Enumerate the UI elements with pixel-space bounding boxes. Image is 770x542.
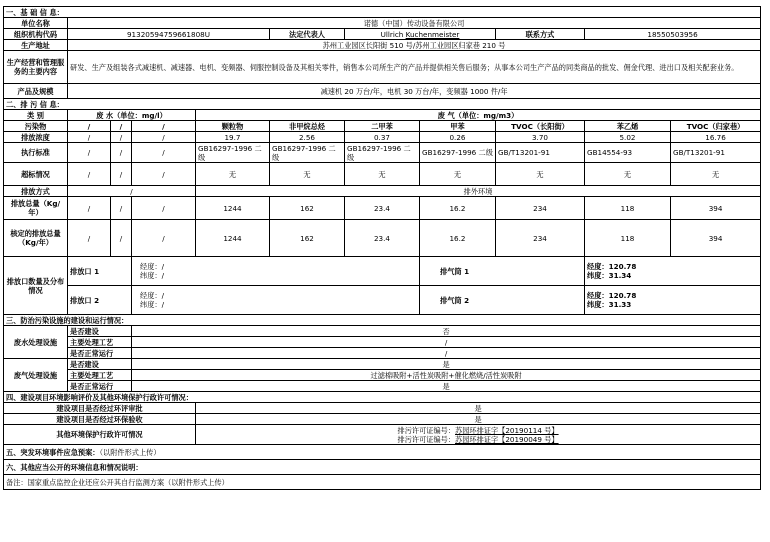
disclosure-sheet xyxy=(3,6,760,490)
table-cell: 162 xyxy=(270,197,345,220)
permit-prefix: 排污许可证编号： xyxy=(397,434,456,444)
gas-facility-label: 废气处理设施 xyxy=(4,359,68,392)
table-cell: 无 xyxy=(420,163,496,186)
disclosure-table xyxy=(3,6,761,490)
capacity-label: 产品及规模 xyxy=(4,84,68,99)
table-cell: / xyxy=(132,163,196,186)
stack2-lat: 31.33 xyxy=(608,300,632,309)
outlet1-lat: / xyxy=(161,271,164,280)
gas-col: TVOC（归家巷） xyxy=(671,121,761,132)
lng-label: 经度： xyxy=(140,291,162,300)
outlet2-coords xyxy=(132,286,420,315)
total-label: 排放总量（Kg/年） xyxy=(4,197,68,220)
lng-label: 经度： xyxy=(587,291,609,300)
table-cell: / xyxy=(132,197,196,220)
stack1-lat: 31.34 xyxy=(608,271,632,280)
table-cell: / xyxy=(111,197,132,220)
table-cell: 无 xyxy=(270,163,345,186)
stack2-lng: 120.78 xyxy=(608,291,637,300)
table-cell: / xyxy=(132,143,196,163)
discharge-mode-water: / xyxy=(68,186,196,197)
table-cell: GB14554-93 xyxy=(585,143,671,163)
address-label: 生产地址 xyxy=(4,40,68,51)
table-cell: 0.26 xyxy=(420,132,496,143)
section4-title: 四、建设项目环境影响评价及其他环境保护行政许可情况： xyxy=(4,392,761,403)
lat-label: 纬度： xyxy=(587,271,609,280)
table-cell: 16.76 xyxy=(671,132,761,143)
running-label: 是否正常运行 xyxy=(68,381,132,392)
table-cell: 无 xyxy=(671,163,761,186)
lat-label: 纬度： xyxy=(140,271,162,280)
table-cell: 无 xyxy=(196,163,270,186)
permit-prefix: 排污许可证编号： xyxy=(397,425,456,435)
permit-value xyxy=(196,425,761,445)
lat-label: 纬度： xyxy=(140,300,162,309)
stack2-coords xyxy=(585,286,761,315)
table-cell: GB16297-1996 二级 xyxy=(270,143,345,163)
running-label: 是否正常运行 xyxy=(68,348,132,359)
water-process-value: / xyxy=(132,337,761,348)
table-cell: / xyxy=(132,220,196,257)
water-facility-label: 废水处理设施 xyxy=(4,326,68,359)
outlet1-coords xyxy=(132,257,420,286)
process-label: 主要处理工艺 xyxy=(68,370,132,381)
table-cell: GB16297-1996 二级 xyxy=(345,143,420,163)
water-col: / xyxy=(132,121,196,132)
table-cell: 无 xyxy=(345,163,420,186)
category-label: 类 别 xyxy=(4,110,68,121)
gas-col: 非甲烷总烃 xyxy=(270,121,345,132)
gas-col: 二甲苯 xyxy=(345,121,420,132)
water-col: / xyxy=(111,121,132,132)
eia-acceptance-value: 是 xyxy=(196,414,761,425)
outlets-label: 排放口数量及分布情况 xyxy=(4,257,68,315)
table-cell: 234 xyxy=(496,220,585,257)
org-code-label: 组织机构代码 xyxy=(4,29,68,40)
gas-built-value: 是 xyxy=(132,359,761,370)
permit-number-1: 苏园环排证字【20190114 号】 xyxy=(455,425,559,435)
water-running-value: / xyxy=(132,348,761,359)
capacity-value: 减速机 20 万台/年，电机 30 万台/年，变频器 1000 件/年 xyxy=(68,84,761,99)
table-cell: / xyxy=(132,132,196,143)
gas-header: 废 气（单位：mg/m3） xyxy=(196,110,761,121)
table-cell: 19.7 xyxy=(196,132,270,143)
table-cell: 3.70 xyxy=(496,132,585,143)
stack2-label: 排气筒 2 xyxy=(420,286,585,315)
table-cell: 394 xyxy=(671,220,761,257)
table-cell: / xyxy=(68,197,111,220)
eia-acceptance-label: 建设项目是否经过环保验收 xyxy=(4,414,196,425)
outlet2-label: 排放口 2 xyxy=(68,286,132,315)
permit-number-2: 苏园环排证字【20190049 号】 xyxy=(455,434,559,444)
process-label: 主要处理工艺 xyxy=(68,337,132,348)
table-cell: 2.56 xyxy=(270,132,345,143)
table-cell: 1244 xyxy=(196,197,270,220)
table-cell: 23.4 xyxy=(345,197,420,220)
table-cell: 无 xyxy=(585,163,671,186)
discharge-mode-gas: 排外环境 xyxy=(196,186,761,197)
table-cell: 162 xyxy=(270,220,345,257)
gas-col: 颗粒物 xyxy=(196,121,270,132)
legal-rep-last: Kuchenmeister xyxy=(405,29,460,39)
stack1-label: 排气筒 1 xyxy=(420,257,585,286)
table-cell: 0.37 xyxy=(345,132,420,143)
gas-col: TVOC（长阳街） xyxy=(496,121,585,132)
pollutant-label: 污染物 xyxy=(4,121,68,132)
table-cell: 118 xyxy=(585,220,671,257)
discharge-mode-label: 排放方式 xyxy=(4,186,68,197)
exceed-label: 超标情况 xyxy=(4,163,68,186)
table-cell: 无 xyxy=(496,163,585,186)
built-label: 是否建设 xyxy=(68,326,132,337)
outlet2-lat: / xyxy=(161,300,164,309)
table-cell: 234 xyxy=(496,197,585,220)
gas-running-value: 是 xyxy=(132,381,761,392)
gas-col: 甲苯 xyxy=(420,121,496,132)
water-built-value: 否 xyxy=(132,326,761,337)
address-value: 苏州工业园区长阳街 510 号/苏州工业园区归家巷 210 号 xyxy=(68,40,761,51)
remark: 备注：国家重点监控企业还应公开其自行监测方案（以附件形式上传） xyxy=(4,475,761,490)
section1-title: 一、基 础 信 息： xyxy=(4,7,761,18)
concentration-label: 排放浓度 xyxy=(4,132,68,143)
lng-label: 经度： xyxy=(140,262,162,271)
table-cell: 394 xyxy=(671,197,761,220)
unit-name-label: 单位名称 xyxy=(4,18,68,29)
table-cell: / xyxy=(68,220,111,257)
approved-label: 核定的排放总量（Kg/年） xyxy=(4,220,68,257)
table-cell: 5.02 xyxy=(585,132,671,143)
unit-name-value: 诺德（中国）传动设备有限公司 xyxy=(68,18,761,29)
eia-approval-label: 建设项目是否经过环评审批 xyxy=(4,403,196,414)
outlet1-label: 排放口 1 xyxy=(68,257,132,286)
table-cell: 23.4 xyxy=(345,220,420,257)
section3-title: 三、防治污染设施的建设和运行情况： xyxy=(4,315,761,326)
contact-label: 联系方式 xyxy=(496,29,585,40)
permit-label: 其他环境保护行政许可情况 xyxy=(4,425,196,445)
section5-note: （以附件形式上传） xyxy=(99,447,161,457)
table-cell: 1244 xyxy=(196,220,270,257)
table-cell: / xyxy=(111,143,132,163)
scope-label: 生产经营和管理服务的主要内容 xyxy=(4,51,68,84)
built-label: 是否建设 xyxy=(68,359,132,370)
table-cell: / xyxy=(68,132,111,143)
outlet2-lng: / xyxy=(161,291,164,300)
section5-title: 五、突发环境事件应急预案： xyxy=(6,447,100,457)
org-code-value: 91320594759661808U xyxy=(68,29,270,40)
table-cell: GB16297-1996 二级 xyxy=(196,143,270,163)
outlet1-lng: / xyxy=(161,262,164,271)
standard-label: 执行标准 xyxy=(4,143,68,163)
table-cell: 16.2 xyxy=(420,197,496,220)
table-cell: 118 xyxy=(585,197,671,220)
table-cell: 16.2 xyxy=(420,220,496,257)
water-col: / xyxy=(68,121,111,132)
legal-rep-value xyxy=(345,29,496,40)
table-cell: / xyxy=(111,163,132,186)
table-cell: / xyxy=(68,143,111,163)
gas-col: 苯乙烯 xyxy=(585,121,671,132)
table-cell: GB/T13201-91 xyxy=(496,143,585,163)
lng-label: 经度： xyxy=(587,262,609,271)
stack1-coords xyxy=(585,257,761,286)
section5-row xyxy=(4,445,761,460)
table-cell: / xyxy=(111,132,132,143)
section6-title: 六、其他应当公开的环境信息和情况说明： xyxy=(4,460,761,475)
stack1-lng: 120.78 xyxy=(608,262,637,271)
table-cell: GB/T13201-91 xyxy=(671,143,761,163)
water-header: 废 水（单位：mg/l） xyxy=(68,110,196,121)
legal-rep-first: Ullrich xyxy=(380,29,404,39)
scope-value: 研发、生产及组装各式减速机、减速器、电机、变频器、伺服控制设备及其相关零件，销售本公司所生产的产品并提供相关售后服务；从事本公司生产产品的同类商品的批发、佣金代理、进出口及相关配套业务。 xyxy=(68,51,761,84)
contact-value: 18550503956 xyxy=(585,29,761,40)
legal-rep-label: 法定代表人 xyxy=(270,29,345,40)
table-cell: GB16297-1996 二级 xyxy=(420,143,496,163)
gas-process-value: 过滤棉吸附+活性炭吸附+催化燃烧/活性炭吸附 xyxy=(132,370,761,381)
section2-title: 二、排 污 信 息： xyxy=(4,99,761,110)
table-cell: / xyxy=(68,163,111,186)
table-cell: / xyxy=(111,220,132,257)
eia-approval-value: 是 xyxy=(196,403,761,414)
lat-label: 纬度： xyxy=(587,300,609,309)
